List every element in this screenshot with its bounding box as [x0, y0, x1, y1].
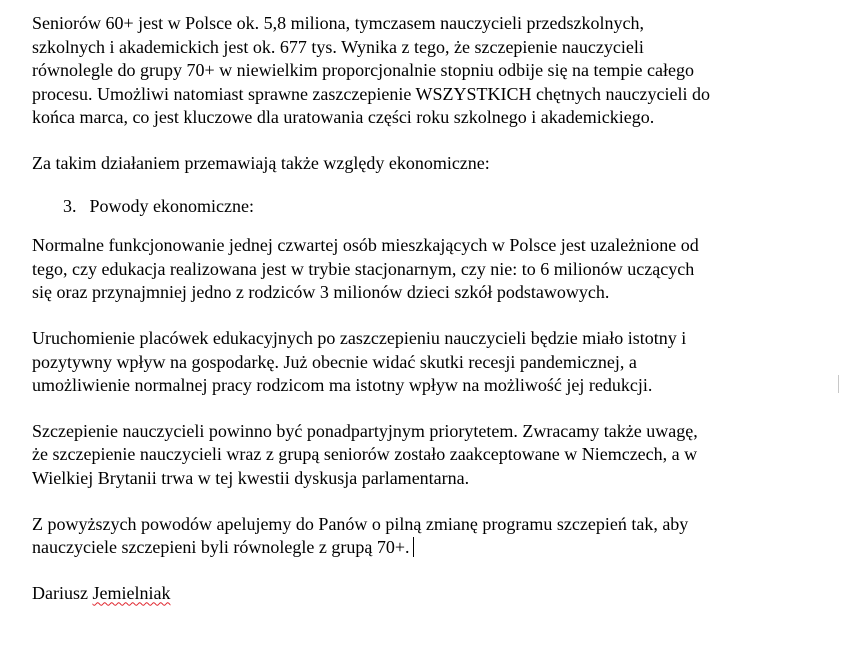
- paragraph-seniors: Seniorów 60+ jest w Polsce ok. 5,8 miliona, tymczasem nauczycieli przedszkolnych, szkolnych i akademickich jest ok. 677 tys. Wynika z tego, że szczepienie nauczycieli równolegle do grupy 70+ w niewielkim proporcjonalnie stopniu odbije się na tempie całego procesu. Umożliwi natomiast sprawne zaszczepienie WSZYSTKICH chętnych nauczycieli do końca marca, co jest kluczowe dla uratowania części roku szkolnego i akademickiego.: [32, 13, 710, 128]
- paragraph-appeal: [32, 513, 822, 560]
- paragraph-normal-functioning: Normalne funkcjonowanie jednej czwartej osób mieszkających w Polsce jest uzależnione od tego, czy edukacja realizowana jest w trybie stacjonarnym, czy nie: to 6 milionów uczących się oraz przynajmniej jedno z rodziców 3 milionów dzieci szkół podstawowych.: [32, 235, 699, 303]
- list-item-economic-reasons: [63, 195, 822, 219]
- signature-last-name: Jemielniak: [92, 582, 171, 603]
- paragraph-priority: Szczepienie nauczycieli powinno być ponadpartyjnym priorytetem. Zwracamy także uwagę, że szczepienie nauczycieli wraz z grupą seniorów zostało zaakceptowane w Niemczech, a w Wielkiej Brytanii trwa w tej kwestii dyskusja parlamentarna.: [32, 420, 698, 488]
- list-item-text: Powody ekonomiczne:: [89, 195, 254, 216]
- signature-first-name: Dariusz: [32, 582, 88, 603]
- paragraph-economy-impact: Uruchomienie placówek edukacyjnych po zaszczepieniu nauczycieli będzie miało istotny i pozytywny wpływ na gospodarkę. Już obecnie widać skutki recesji pandemicznej, a umożliwienie normalnej pracy rodzicom ma istotny wpływ na możliwość jej redukcji.: [32, 327, 687, 396]
- appeal-text: Z powyższych powodów apelujemy do Panów o pilną zmianę programu szczepień tak, aby nauczyciele szczepieni byli równolegle z grupą 70+.: [32, 513, 689, 558]
- text-cursor: [413, 537, 414, 557]
- document-body[interactable]: [32, 12, 822, 627]
- paragraph-economic-intro: Za takim działaniem przemawiają także względy ekonomiczne:: [32, 152, 490, 173]
- list-item-number: 3.: [63, 195, 77, 216]
- signature: [32, 582, 822, 606]
- margin-marker: [838, 375, 839, 393]
